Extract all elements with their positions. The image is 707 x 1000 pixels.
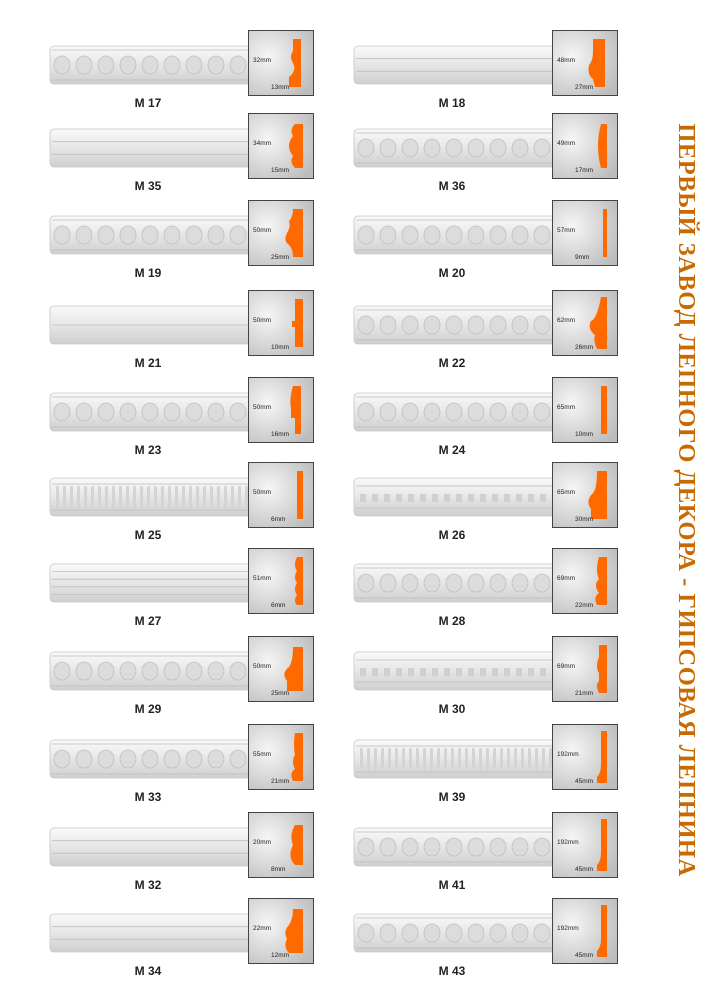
profile-card[interactable] [552, 548, 618, 614]
height-dimension: 34mm [253, 140, 272, 147]
profile-card[interactable] [248, 636, 314, 702]
height-dimension: 65mm [557, 404, 576, 411]
profile-card[interactable] [248, 724, 314, 790]
height-dimension: 69mm [557, 575, 576, 582]
catalog-item[interactable] [352, 548, 632, 628]
product-code: M 30 [438, 702, 466, 716]
molding-image [352, 824, 562, 870]
profile-card[interactable] [552, 200, 618, 266]
profile-card[interactable] [552, 290, 618, 356]
height-dimension: 65mm [557, 489, 576, 496]
profile-card[interactable] [248, 200, 314, 266]
catalog-item[interactable] [352, 636, 632, 716]
molding-image [352, 648, 562, 694]
width-dimension: 45mm [575, 866, 594, 873]
catalog-item[interactable] [48, 636, 328, 716]
product-code: M 21 [134, 356, 162, 370]
height-dimension: 62mm [557, 317, 576, 324]
height-dimension: 192mm [557, 925, 579, 932]
height-dimension: 50mm [253, 663, 272, 670]
product-code: M 20 [438, 266, 466, 280]
width-dimension: 6mm [271, 602, 286, 609]
width-dimension: 45mm [575, 952, 594, 959]
width-dimension: 15mm [271, 167, 290, 174]
molding-image [352, 910, 562, 956]
catalog-item[interactable] [352, 290, 632, 370]
catalog-item[interactable] [352, 113, 632, 193]
width-dimension: 30mm [575, 516, 594, 523]
profile-card[interactable] [248, 898, 314, 964]
profile-card[interactable] [248, 462, 314, 528]
molding-image [48, 648, 258, 694]
width-dimension: 21mm [271, 778, 290, 785]
width-dimension: 26mm [575, 344, 594, 351]
height-dimension: 192mm [557, 751, 579, 758]
molding-image [48, 42, 258, 88]
product-code: M 39 [438, 790, 466, 804]
height-dimension: 50mm [253, 404, 272, 411]
height-dimension: 50mm [253, 489, 272, 496]
height-dimension: 22mm [253, 925, 272, 932]
molding-image [48, 824, 258, 870]
catalog-item[interactable] [48, 30, 328, 110]
profile-card[interactable] [248, 812, 314, 878]
profile-card[interactable] [552, 462, 618, 528]
molding-image [352, 212, 562, 258]
height-dimension: 50mm [253, 317, 272, 324]
height-dimension: 55mm [253, 751, 272, 758]
molding-image [48, 389, 258, 435]
width-dimension: 16mm [271, 431, 290, 438]
catalog-item[interactable] [352, 200, 632, 280]
profile-card[interactable] [552, 113, 618, 179]
width-dimension: 6mm [271, 516, 286, 523]
molding-image [352, 474, 562, 520]
height-dimension: 51mm [253, 575, 272, 582]
molding-image [352, 302, 562, 348]
profile-card[interactable] [552, 724, 618, 790]
molding-image [48, 560, 258, 606]
molding-image [48, 302, 258, 348]
molding-image [48, 125, 258, 171]
molding-image [48, 910, 258, 956]
height-dimension: 69mm [557, 663, 576, 670]
catalog-item[interactable] [352, 377, 632, 457]
height-dimension: 57mm [557, 227, 576, 234]
catalog-item[interactable] [48, 724, 328, 804]
product-code: M 34 [134, 964, 162, 978]
molding-image [352, 125, 562, 171]
width-dimension: 8mm [271, 866, 286, 873]
width-dimension: 10mm [575, 431, 594, 438]
catalog-item[interactable] [48, 377, 328, 457]
profile-card[interactable] [552, 898, 618, 964]
width-dimension: 25mm [271, 254, 290, 261]
width-dimension: 13mm [271, 84, 290, 91]
molding-image [48, 474, 258, 520]
profile-card[interactable] [248, 548, 314, 614]
width-dimension: 25mm [271, 690, 290, 697]
catalog-item[interactable] [48, 898, 328, 978]
catalog-item[interactable] [48, 548, 328, 628]
catalog-item[interactable] [352, 724, 632, 804]
product-code: M 32 [134, 878, 162, 892]
product-code: M 23 [134, 443, 162, 457]
width-dimension: 22mm [575, 602, 594, 609]
profile-card[interactable] [248, 290, 314, 356]
molding-image [48, 212, 258, 258]
vertical-title: ПЕРВЫЙ ЗАВОД ЛЕПНОГО ДЕКОРА - ГИПСОВАЯ ЛЕПНИНА [673, 123, 700, 877]
height-dimension: 20mm [253, 839, 272, 846]
width-dimension: 10mm [271, 344, 290, 351]
width-dimension: 21mm [575, 690, 594, 697]
molding-image [48, 736, 258, 782]
height-dimension: 32mm [253, 57, 272, 64]
product-code: M 29 [134, 702, 162, 716]
product-code: M 22 [438, 356, 466, 370]
product-code: M 41 [438, 878, 466, 892]
catalog-item[interactable] [48, 812, 328, 892]
product-code: M 24 [438, 443, 466, 457]
height-dimension: 49mm [557, 140, 576, 147]
catalog-item[interactable] [48, 200, 328, 280]
profile-card[interactable] [248, 30, 314, 96]
molding-image [352, 736, 562, 782]
product-code: M 35 [134, 179, 162, 193]
profile-card[interactable] [248, 377, 314, 443]
product-code: M 17 [134, 96, 162, 110]
catalog-item[interactable] [48, 113, 328, 193]
product-code: M 28 [438, 614, 466, 628]
product-code: M 36 [438, 179, 466, 193]
product-code: M 43 [438, 964, 466, 978]
width-dimension: 27mm [575, 84, 594, 91]
catalog-item[interactable] [352, 462, 632, 542]
profile-card[interactable] [248, 113, 314, 179]
catalog-item[interactable] [352, 812, 632, 892]
catalog-item[interactable] [48, 462, 328, 542]
width-dimension: 12mm [271, 952, 290, 959]
molding-image [352, 42, 562, 88]
catalog-item[interactable] [352, 898, 632, 978]
profile-card[interactable] [552, 636, 618, 702]
product-code: M 26 [438, 528, 466, 542]
height-dimension: 50mm [253, 227, 272, 234]
profile-card[interactable] [552, 812, 618, 878]
product-code: M 25 [134, 528, 162, 542]
width-dimension: 9mm [575, 254, 590, 261]
catalog-item[interactable] [48, 290, 328, 370]
height-dimension: 48mm [557, 57, 576, 64]
product-code: M 33 [134, 790, 162, 804]
product-code: M 18 [438, 96, 466, 110]
height-dimension: 192mm [557, 839, 579, 846]
profile-card[interactable] [552, 30, 618, 96]
molding-image [352, 560, 562, 606]
product-code: M 19 [134, 266, 162, 280]
width-dimension: 45mm [575, 778, 594, 785]
molding-image [352, 389, 562, 435]
profile-card[interactable] [552, 377, 618, 443]
catalog-item[interactable] [352, 30, 632, 110]
product-code: M 27 [134, 614, 162, 628]
width-dimension: 17mm [575, 167, 594, 174]
